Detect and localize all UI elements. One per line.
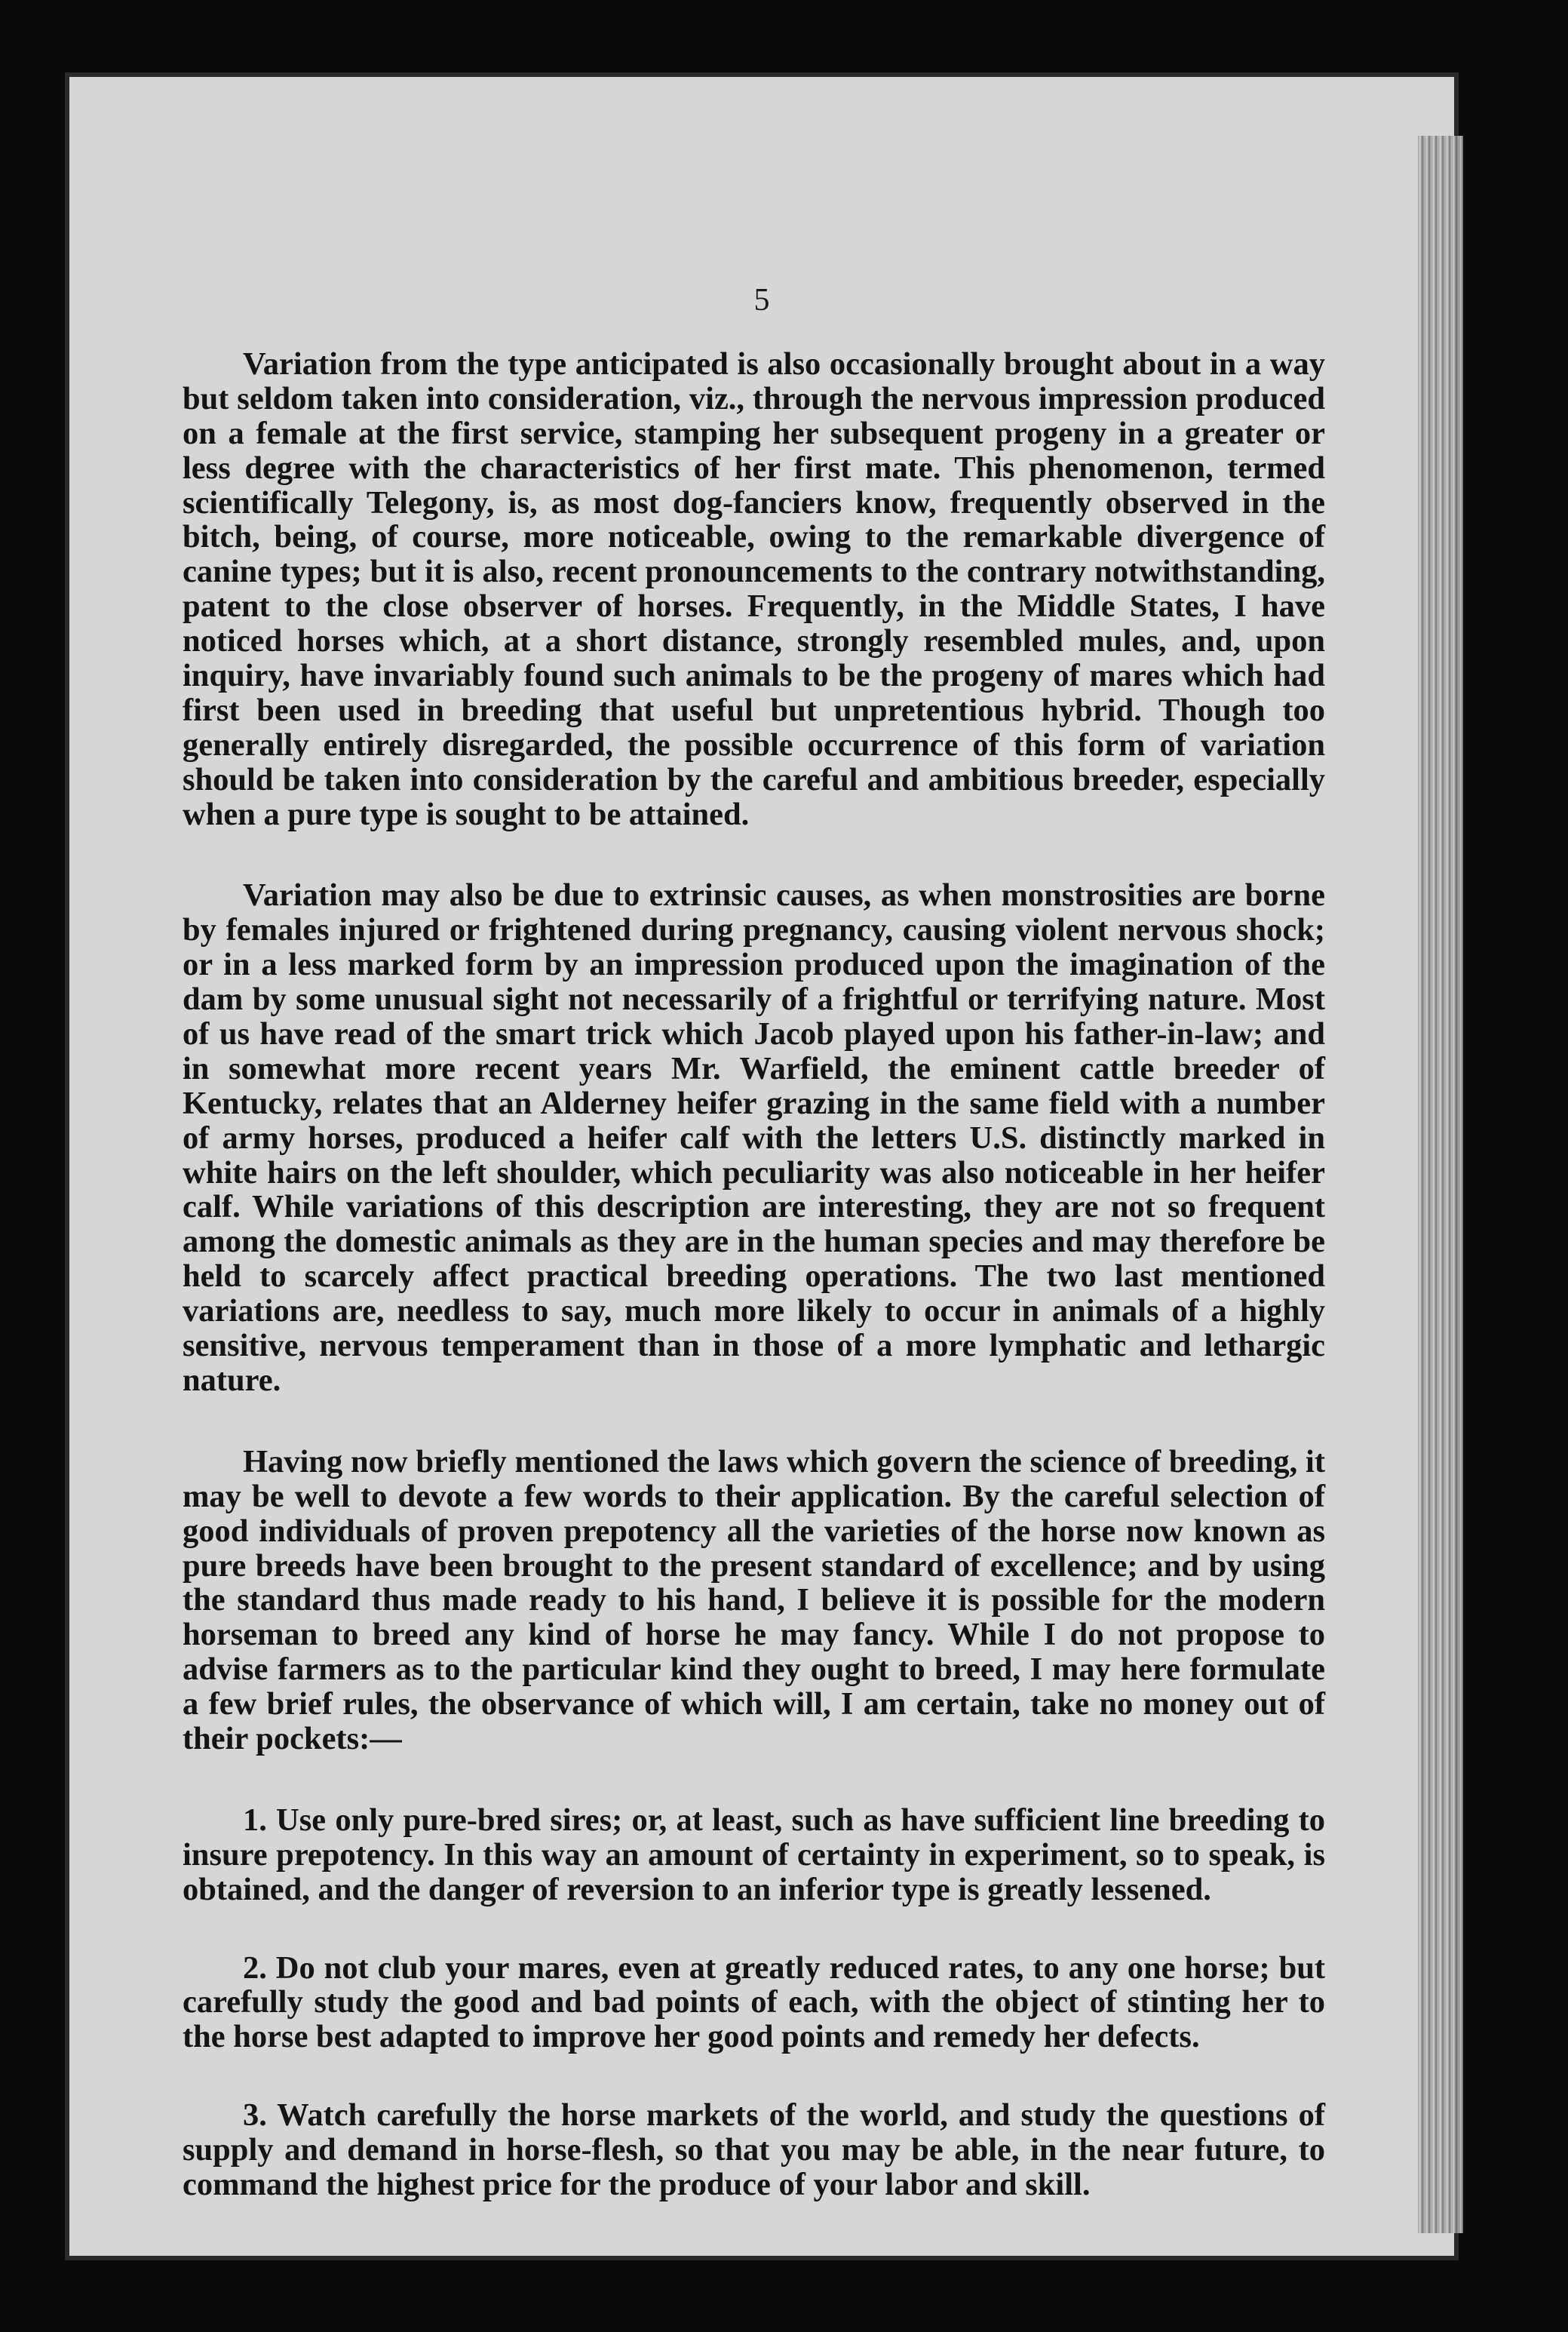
page-body [183, 347, 1325, 2246]
rule-item-1: 1. Use only pure-bred sires; or, at least, such as have sufficient line breeding to insure prepotency. In this way an amount of certainty in experiment, so to speak, is obtained, and the danger of reversion to an inferior type is greatly lessened. [183, 1802, 1325, 1907]
page-number: 5 [753, 283, 770, 318]
rule-item-2: 2. Do not club your mares, even at greatly reduced rates, to any one horse; but carefully study the good and bad points of each, with the object of stinting her to the horse best adapted to improve her good points and remedy her defects. [183, 1949, 1325, 2055]
rule-item-3: 3. Watch carefully the horse markets of the world, and study the questions of supply and demand in horse-flesh, so that you may be able, in the near future, to command the highest price for the produce of your labor and skill. [183, 2097, 1325, 2202]
book-gutter-edge [1418, 136, 1463, 2233]
paragraph-telegony: Variation from the type anticipated is also occasionally brought about in a way but seldom taken into consideration, viz., through the nervous impression produced on a female at the first service, stamping her subsequent progeny in a greater or less degree with the characteristics of her first mate. This phenomenon, termed scientifically Telegony, is, as most dog-fanciers know, frequently observed in the bitch, being, of course, more noticeable, owing to the remarkable divergence of canine types; but it is also, recent pronouncements to the contrary notwithstanding, patent to the close observer of horses. Frequently, in the Middle States, I have noticed horses which, at a short distance, strongly resembled mules, and, upon inquiry, have invariably found such animals to be the progeny of mares which had first been used in breeding that useful but unpretentious hybrid. Though too generally entirely disregarded, the possible occurrence of this form of variation should be taken into consideration by the careful and ambitious breeder, especially when a pure type is sought to be attained. [183, 346, 1325, 832]
page-sheet [65, 72, 1459, 2260]
paragraph-application: Having now briefly mentioned the laws which govern the science of breeding, it may be well to devote a few words to their application. By the careful selection of good individuals of proven prepotency all the varieties of the horse now known as pure breeds have been brought to the present standard of excellence; and by using the standard thus made ready to his hand, I believe it is possible for the modern horseman to breed any kind of horse he may fancy. While I do not propose to advise farmers as to the particular kind they ought to breed, I may here formulate a few brief rules, the observance of which will, I am certain, take no money out of their pockets:— [183, 1443, 1325, 1756]
paragraph-extrinsic-variation: Variation may also be due to extrinsic causes, as when monstrosities are borne by females injured or frightened during pregnancy, causing violent nervous shock; or in a less marked form by an impression produced upon the imagination of the dam by some unusual sight not necessarily of a frightful or terrifying nature. Most of us have read of the smart trick which Jacob played upon his father-in-law; and in somewhat more recent years Mr. Warfield, the eminent cattle breeder of Kentucky, relates that an Alderney heifer grazing in the same field with a number of army horses, produced a heifer calf with the letters U.S. distinctly marked in white hairs on the left shoulder, which peculiarity was also noticeable in her heifer calf. While variations of this description are interesting, they are not so frequent among the domestic animals as they are in the human species and may therefore be held to scarcely affect practical breeding operations. The two last mentioned variations are, needless to say, much more likely to occur in animals of a highly sensitive, nervous temperament than in those of a more lymphatic and lethargic nature. [183, 877, 1325, 1398]
